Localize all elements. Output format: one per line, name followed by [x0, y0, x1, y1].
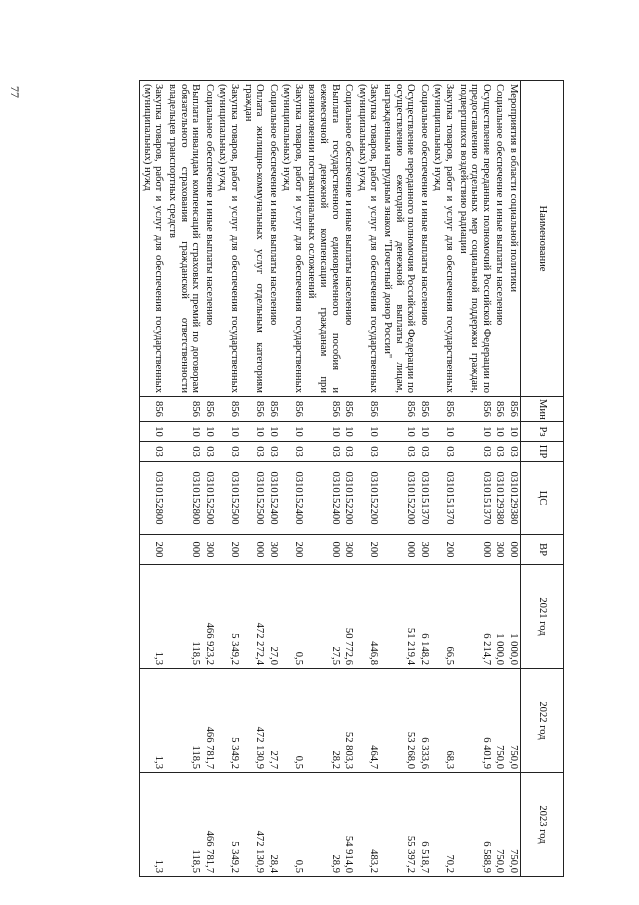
cell-cs: 0310152200	[380, 462, 417, 535]
cell-pr: 03	[280, 442, 305, 462]
header-min: Мин	[521, 397, 564, 422]
cell-rz: 10	[165, 422, 202, 442]
cell-min: 856	[305, 397, 342, 422]
cell-min: 856	[417, 397, 431, 422]
cell-min: 856	[456, 397, 493, 422]
cell-y2021: 27,5	[305, 565, 342, 669]
cell-y2022: 53 268,0	[380, 669, 417, 773]
header-name: Наименование	[521, 81, 564, 397]
cell-rz: 10	[431, 422, 456, 442]
cell-y2023: 6 518,7	[417, 773, 431, 877]
cell-pr: 03	[241, 442, 266, 462]
cell-y2021: 6 148,2	[417, 565, 431, 669]
table-row	[493, 81, 507, 877]
cell-pr: 03	[165, 442, 202, 462]
cell-min: 856	[380, 397, 417, 422]
table-row	[355, 81, 380, 877]
cell-y2022: 472 130,9	[241, 669, 266, 773]
cell-y2023: 28,4	[266, 773, 280, 877]
cell-y2023: 6 588,9	[456, 773, 493, 877]
cell-vr: 000	[506, 535, 520, 565]
table-row	[506, 81, 520, 877]
cell-cs: 0310151370	[456, 462, 493, 535]
cell-name: Выплата инвалидам компенсаций страховых премий по договорам обязательного страхования гражданской ответственности владельцев транспортных средств	[165, 81, 202, 397]
page-number: 77	[8, 86, 22, 98]
header-rz: Рз	[521, 422, 564, 442]
cell-y2022: 750,0	[506, 669, 520, 773]
cell-rz: 10	[506, 422, 520, 442]
cell-y2021: 466 923,2	[202, 565, 216, 669]
table-body	[140, 81, 521, 877]
cell-y2023: 70,2	[431, 773, 456, 877]
cell-cs: 0310151370	[417, 462, 431, 535]
cell-y2023: 28,9	[305, 773, 342, 877]
header-2023: 2023 год	[521, 773, 564, 877]
cell-y2023: 1,3	[140, 773, 166, 877]
cell-y2023: 118,5	[165, 773, 202, 877]
cell-rz: 10	[493, 422, 507, 442]
cell-min: 856	[216, 397, 241, 422]
cell-name: Закупка товаров, работ и услуг для обеспечения государственных (муниципальных) нужд	[216, 81, 241, 397]
table-row	[380, 81, 417, 877]
cell-y2022: 750,0	[493, 669, 507, 773]
cell-cs: 0310129380	[493, 462, 507, 535]
cell-y2023: 54 914,0	[342, 773, 356, 877]
cell-cs: 0310152200	[342, 462, 356, 535]
cell-rz: 10	[266, 422, 280, 442]
cell-name: Оплата жилищно-коммунальных услуг отдельным категориям граждан	[241, 81, 266, 397]
cell-vr: 300	[417, 535, 431, 565]
cell-cs: 0310151370	[431, 462, 456, 535]
cell-y2022: 464,7	[355, 669, 380, 773]
cell-rz: 10	[202, 422, 216, 442]
table-row	[241, 81, 266, 877]
cell-cs: 0310152500	[216, 462, 241, 535]
cell-min: 856	[241, 397, 266, 422]
cell-vr: 300	[202, 535, 216, 565]
cell-vr: 000	[305, 535, 342, 565]
cell-name: Выплата государственного единовременного пособия и ежемесячной денежной компенсации гражданам при возникновении поствакцинальных осложнений	[305, 81, 342, 397]
cell-min: 856	[493, 397, 507, 422]
cell-vr: 000	[241, 535, 266, 565]
cell-min: 856	[342, 397, 356, 422]
table-row	[280, 81, 305, 877]
header-pr: ПР	[521, 442, 564, 462]
cell-y2021: 0,5	[280, 565, 305, 669]
cell-name: Закупка товаров, работ и услуг для обеспечения государственных (муниципальных) нужд	[355, 81, 380, 397]
cell-name: Закупка товаров, работ и услуг для обеспечения государственных (муниципальных) нужд	[280, 81, 305, 397]
cell-min: 856	[355, 397, 380, 422]
cell-rz: 10	[417, 422, 431, 442]
cell-y2023: 5 349,2	[216, 773, 241, 877]
cell-pr: 03	[305, 442, 342, 462]
cell-pr: 03	[140, 442, 166, 462]
cell-pr: 03	[216, 442, 241, 462]
cell-y2021: 446,8	[355, 565, 380, 669]
cell-pr: 03	[355, 442, 380, 462]
cell-name: Закупка товаров, работ и услуг для обеспечения государственных (муниципальных) нужд	[431, 81, 456, 397]
cell-cs: 0310152400	[280, 462, 305, 535]
cell-rz: 10	[380, 422, 417, 442]
cell-y2021: 1,3	[140, 565, 166, 669]
cell-vr: 200	[216, 535, 241, 565]
cell-y2022: 28,2	[305, 669, 342, 773]
cell-vr: 200	[355, 535, 380, 565]
cell-y2023: 55 397,2	[380, 773, 417, 877]
cell-y2022: 6 401,9	[456, 669, 493, 773]
cell-y2022: 118,5	[165, 669, 202, 773]
cell-min: 856	[431, 397, 456, 422]
cell-y2023: 0,5	[280, 773, 305, 877]
cell-y2023: 750,0	[493, 773, 507, 877]
header-vr: ВР	[521, 535, 564, 565]
cell-pr: 03	[342, 442, 356, 462]
table-header-row	[521, 81, 564, 877]
cell-cs: 0310152800	[165, 462, 202, 535]
table-row	[431, 81, 456, 877]
cell-y2023: 483,2	[355, 773, 380, 877]
cell-min: 856	[140, 397, 166, 422]
cell-y2021: 472 272,4	[241, 565, 266, 669]
cell-name: Социальное обеспечение и иные выплаты населению	[493, 81, 507, 397]
cell-vr: 200	[431, 535, 456, 565]
cell-vr: 000	[380, 535, 417, 565]
cell-cs: 0310152400	[305, 462, 342, 535]
cell-rz: 10	[456, 422, 493, 442]
cell-rz: 10	[355, 422, 380, 442]
cell-min: 856	[280, 397, 305, 422]
cell-y2021: 1 000,0	[506, 565, 520, 669]
cell-cs: 0310152500	[241, 462, 266, 535]
table-row	[456, 81, 493, 877]
cell-pr: 03	[417, 442, 431, 462]
cell-cs: 0310152500	[202, 462, 216, 535]
cell-name: Осуществление переданного полномочия Российской Федерации по осуществлению ежегодной денежной выплаты лицам, награжденным нагрудным знаком "Почетный донор России"	[380, 81, 417, 397]
table-row	[266, 81, 280, 877]
cell-cs: 0310152800	[140, 462, 166, 535]
cell-rz: 10	[280, 422, 305, 442]
cell-rz: 10	[305, 422, 342, 442]
cell-name: Мероприятия в области социальной политики	[506, 81, 520, 397]
cell-y2023: 750,0	[506, 773, 520, 877]
cell-min: 856	[202, 397, 216, 422]
cell-cs: 0310152400	[266, 462, 280, 535]
table-row	[140, 81, 166, 877]
cell-name: Социальное обеспечение и иные выплаты населению	[342, 81, 356, 397]
cell-y2022: 27,7	[266, 669, 280, 773]
cell-y2022: 6 333,6	[417, 669, 431, 773]
table-row	[417, 81, 431, 877]
rotated-table-container	[104, 80, 564, 876]
cell-vr: 300	[266, 535, 280, 565]
header-cs: ЦС	[521, 462, 564, 535]
cell-y2021: 51 219,4	[380, 565, 417, 669]
cell-y2021: 1 000,0	[493, 565, 507, 669]
cell-cs: 0310152200	[355, 462, 380, 535]
table-row	[165, 81, 202, 877]
table-row	[202, 81, 216, 877]
cell-name: Социальное обеспечение и иные выплаты населению	[202, 81, 216, 397]
header-2021: 2021 год	[521, 565, 564, 669]
cell-name: Социальное обеспечение и иные выплаты населению	[417, 81, 431, 397]
cell-min: 856	[266, 397, 280, 422]
cell-vr: 000	[165, 535, 202, 565]
cell-vr: 200	[140, 535, 166, 565]
table-row	[216, 81, 241, 877]
cell-rz: 10	[342, 422, 356, 442]
cell-pr: 03	[266, 442, 280, 462]
cell-y2022: 0,5	[280, 669, 305, 773]
cell-pr: 03	[202, 442, 216, 462]
cell-rz: 10	[140, 422, 166, 442]
cell-vr: 000	[456, 535, 493, 565]
cell-y2023: 466 781,7	[202, 773, 216, 877]
cell-y2021: 50 772,6	[342, 565, 356, 669]
cell-min: 856	[506, 397, 520, 422]
table-row	[305, 81, 342, 877]
cell-name: Закупка товаров, работ и услуг для обеспечения государственных (муниципальных) нужд	[140, 81, 166, 397]
cell-y2021: 5 349,2	[216, 565, 241, 669]
cell-rz: 10	[241, 422, 266, 442]
table-row	[342, 81, 356, 877]
cell-name: Осуществление переданных полномочий Российской Федерации по предоставлению отдельных мер социальной поддержки граждан, подвергшихся воздействию радиации	[456, 81, 493, 397]
cell-pr: 03	[493, 442, 507, 462]
cell-vr: 300	[493, 535, 507, 565]
cell-cs: 0310129380	[506, 462, 520, 535]
header-2022: 2022 год	[521, 669, 564, 773]
cell-y2022: 5 349,2	[216, 669, 241, 773]
cell-min: 856	[165, 397, 202, 422]
cell-name: Социальное обеспечение и иные выплаты населению	[266, 81, 280, 397]
cell-pr: 03	[431, 442, 456, 462]
budget-table	[139, 80, 564, 877]
cell-y2021: 6 214,7	[456, 565, 493, 669]
cell-pr: 03	[506, 442, 520, 462]
cell-y2022: 1,3	[140, 669, 166, 773]
cell-y2021: 118,5	[165, 565, 202, 669]
cell-y2021: 27,0	[266, 565, 280, 669]
cell-pr: 03	[380, 442, 417, 462]
cell-vr: 200	[280, 535, 305, 565]
cell-y2022: 466 781,7	[202, 669, 216, 773]
cell-y2022: 52 803,3	[342, 669, 356, 773]
cell-vr: 300	[342, 535, 356, 565]
cell-y2021: 66,5	[431, 565, 456, 669]
cell-y2022: 68,3	[431, 669, 456, 773]
cell-rz: 10	[216, 422, 241, 442]
cell-y2023: 472 130,9	[241, 773, 266, 877]
cell-pr: 03	[456, 442, 493, 462]
